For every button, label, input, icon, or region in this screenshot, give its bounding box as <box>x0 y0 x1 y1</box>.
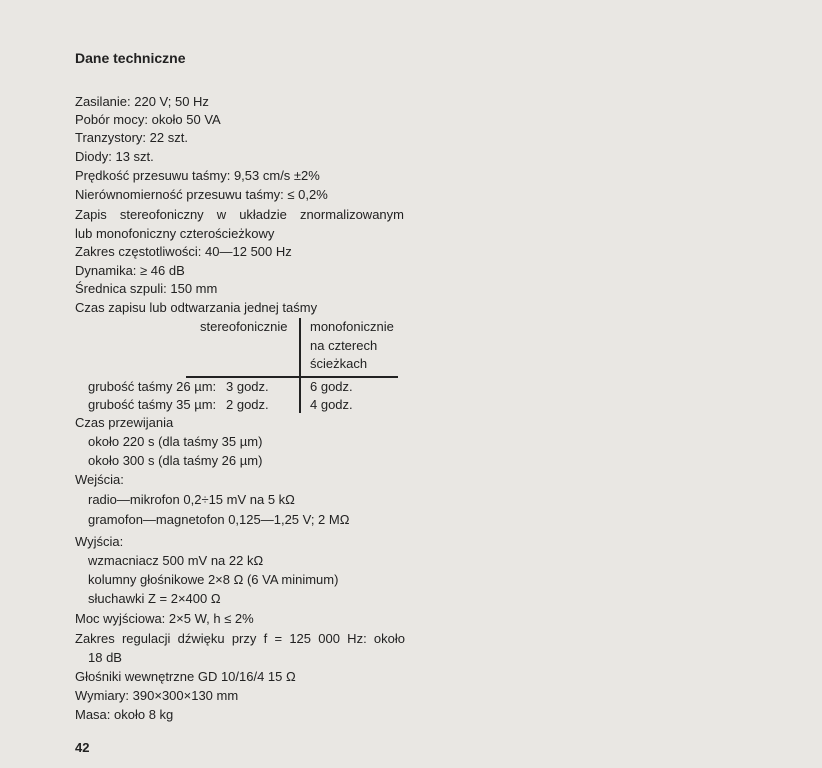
input-radio-mic: radio—mikrofon 0,2÷15 mV na 5 kΩ <box>88 492 295 507</box>
spec-tone-control-line-2: 18 dB <box>88 650 122 665</box>
spec-reel-diameter: Średnica szpuli: 150 mm <box>75 281 218 296</box>
spec-internal-speakers: Głośniki wewnętrzne GD 10/16/4 15 Ω <box>75 669 296 684</box>
table-vertical-rule <box>299 318 301 413</box>
rewind-line-2: około 300 s (dla taśmy 26 µm) <box>88 453 263 468</box>
table-horizontal-rule <box>186 376 398 378</box>
table-header-stereo: stereofonicznie <box>200 319 288 334</box>
input-phono: gramofon—magnetofon 0,125—1,25 V; 2 MΩ <box>88 512 350 527</box>
table-row-stereo: 2 godz. <box>226 397 269 412</box>
spec-frequency-range: Zakres częstotliwości: 40—12 500 Hz <box>75 244 292 259</box>
table-header-mono-1: monofonicznie <box>310 319 394 334</box>
spec-recording-line-2: lub monofoniczny czterościeżkowy <box>75 226 275 241</box>
page-number: 42 <box>75 740 90 755</box>
spec-transistors: Tranzystory: 22 szt. <box>75 130 188 145</box>
output-headphones: słuchawki Z = 2×400 Ω <box>88 591 221 606</box>
spec-speed-variation: Nierównomierność przesuwu taśmy: ≤ 0,2% <box>75 187 328 202</box>
table-header-mono-2: na czterech <box>310 338 378 353</box>
spec-tape-speed: Prędkość przesuwu taśmy: 9,53 cm/s ±2% <box>75 168 320 183</box>
spec-dimensions: Wymiary: 390×300×130 mm <box>75 688 239 703</box>
table-row-mono: 6 godz. <box>310 379 353 394</box>
rewind-heading: Czas przewijania <box>75 415 174 430</box>
table-header-mono-3: ścieżkach <box>310 356 368 371</box>
table-row-stereo: 3 godz. <box>226 379 269 394</box>
spec-recording-line-1: Zapis stereofoniczny w układzie znormalizowanym <box>75 207 404 222</box>
spec-tone-control-line-1: Zakres regulacji dźwięku przy f = 125 000 Hz: około <box>75 631 405 646</box>
inputs-heading: Wejścia: <box>75 472 124 487</box>
spec-power-consumption: Pobór mocy: około 50 VA <box>75 112 221 127</box>
spec-mass: Masa: około 8 kg <box>75 707 174 722</box>
page-title: Dane techniczne <box>75 50 186 66</box>
spec-output-power: Moc wyjściowa: 2×5 W, h ≤ 2% <box>75 611 254 626</box>
table-row-label: grubość taśmy 26 µm: <box>88 379 217 394</box>
table-row-mono: 4 godz. <box>310 397 353 412</box>
output-speakers: kolumny głośnikowe 2×8 Ω (6 VA minimum) <box>88 572 339 587</box>
spec-dynamics: Dynamika: ≥ 46 dB <box>75 263 185 278</box>
table-row-label: grubość taśmy 35 µm: <box>88 397 217 412</box>
spec-recording-time: Czas zapisu lub odtwarzania jednej taśmy <box>75 300 318 315</box>
outputs-heading: Wyjścia: <box>75 534 124 549</box>
output-amplifier: wzmacniacz 500 mV na 22 kΩ <box>88 553 264 568</box>
spec-power-supply: Zasilanie: 220 V; 50 Hz <box>75 94 209 109</box>
spec-diodes: Diody: 13 szt. <box>75 149 154 164</box>
rewind-line-1: około 220 s (dla taśmy 35 µm) <box>88 434 263 449</box>
